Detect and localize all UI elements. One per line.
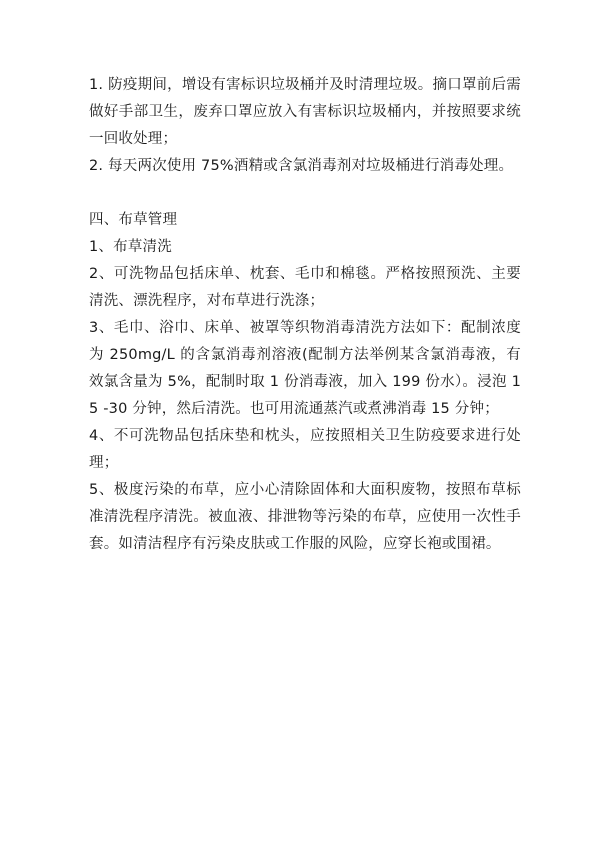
paragraph-trash-bins: 1. 防疫期间，增设有害标识垃圾桶并及时清理垃圾。摘口罩前后需做好手部卫生，废弃口罩应放入有害标识垃圾桶内，并按照要求统一回收处理； <box>89 77 521 147</box>
paragraph-disinfection: 2. 每天两次使用 75%酒精或含氯消毒剂对垃圾桶进行消毒处理。 <box>89 158 514 174</box>
document-body <box>89 72 521 558</box>
paragraph-washable-items: 2、可洗物品包括床单、枕套、毛巾和棉毯。严格按照预洗、主要清洗、漂洗程序，对布草进行洗涤； <box>89 266 521 309</box>
paragraph-linen-washing: 1、布草清洗 <box>89 239 172 255</box>
paragraph-disinfection-method: 3、毛巾、浴巾、床单、被罩等织物消毒清洗方法如下：配制浓度为 250mg/L 的含氯消毒剂溶液(配制方法举例某含氯消毒液，有效氯含量为 5%，配制时取 1 份消毒液，加入 199 份水）。浸泡 15 -30 分钟，然后清洗。也可用流通蒸汽或煮沸消毒 15 分钟； <box>89 320 521 417</box>
paragraph-non-washable-items: 4、不可洗物品包括床垫和枕头，应按照相关卫生防疫要求进行处理； <box>89 428 521 471</box>
paragraph-heavily-soiled: 5、极度污染的布草，应小心清除固体和大面积废物，按照布草标准清洗程序清洗。被血液、排泄物等污染的布草，应使用一次性手套。如清洁程序有污染皮肤或工作服的风险，应穿长袍或围裙。 <box>89 482 521 552</box>
section-heading: 四、布草管理 <box>89 212 178 228</box>
blank-line <box>89 180 521 207</box>
